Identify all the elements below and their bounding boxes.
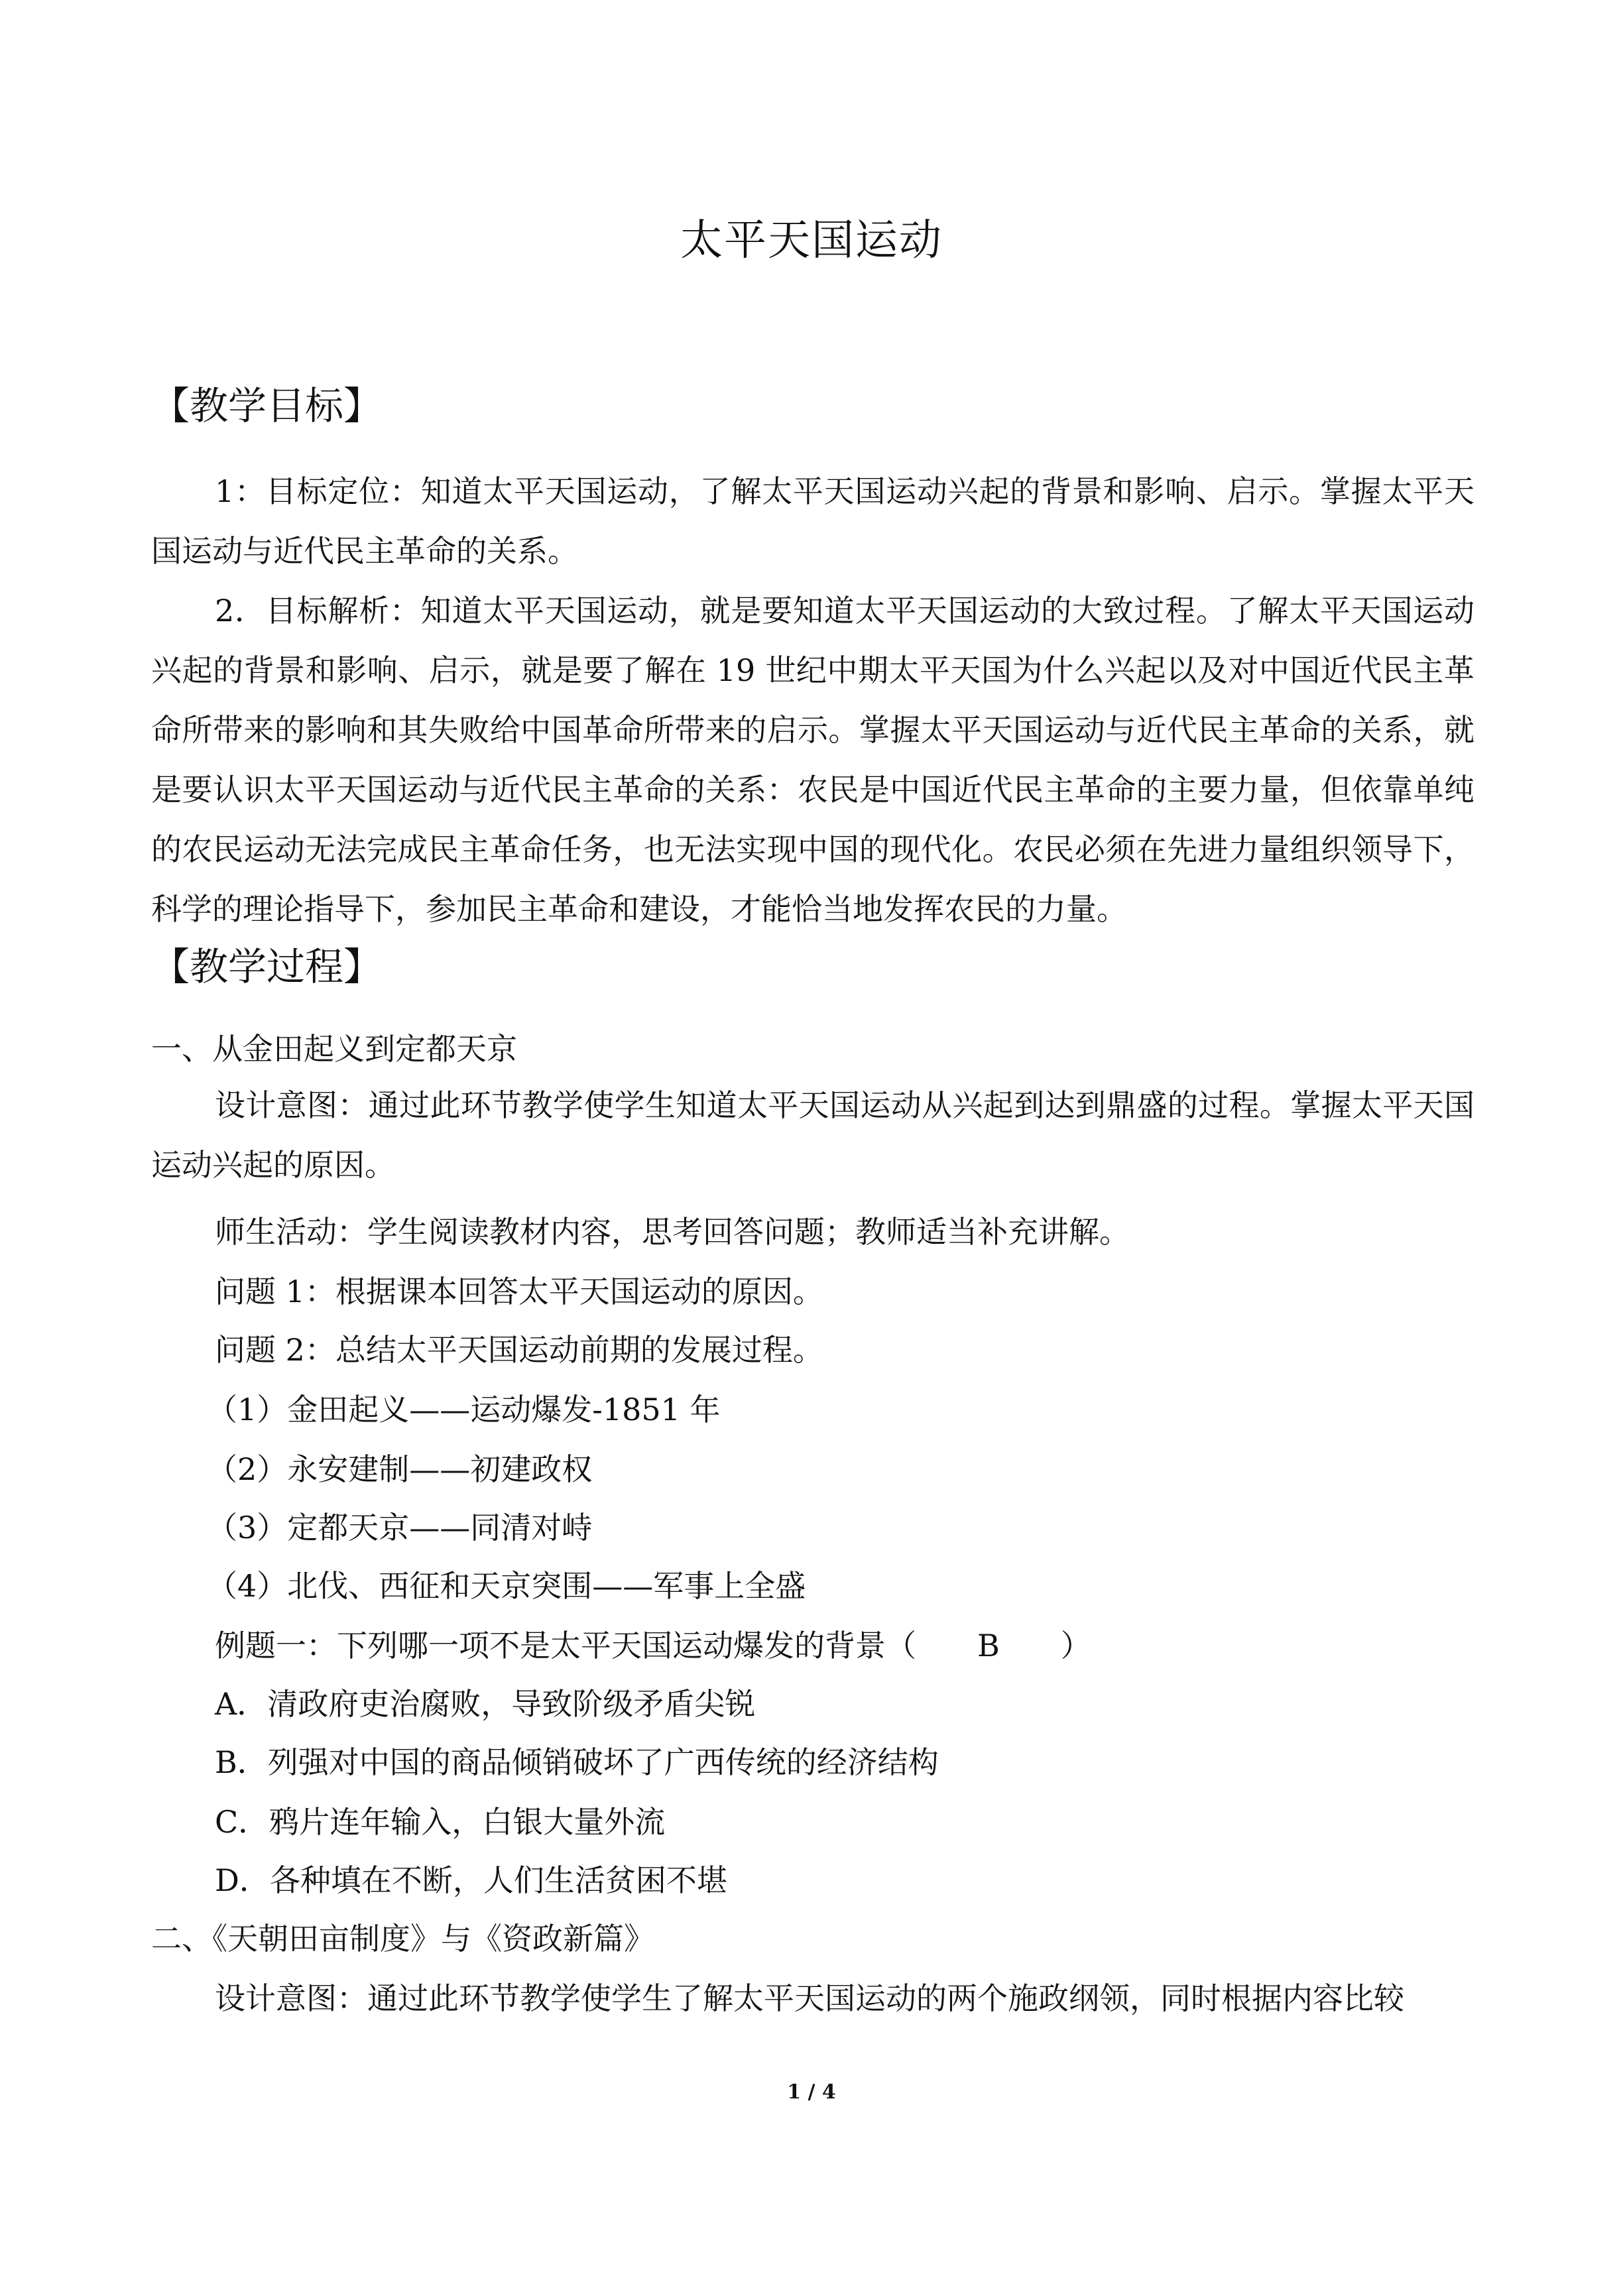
objective-paragraph-1: 1：目标定位：知道太平天国运动，了解太平天国运动兴起的背景和影响、启示。掌握太平天国运动与近代民主革命的关系。: [151, 473, 1474, 569]
document-title: 太平天国运动: [680, 216, 943, 265]
objective-paragraph-2: 2．目标解析：知道太平天国运动，就是要知道太平天国运动的大致过程。了解太平天国运动兴起的背景和影响、启示，就是要了解在 19 世纪中期太平天国为什么兴起以及对中国近代民主革命所带来的影响和其失败给中国革命所带来的启示。掌握太平天国运动与近代民主革命的关系，就是要认识太平天国运动与近代民主革命的关系：农民是中国近代民主革命的主要力量，但依靠单纯的农民运动无法完成民主革命任务，也无法实现中国的现代化。农民必须在先进力量组织领导下，科学的理论指导下，参加民主革命和建设，才能恰当地发挥农民的力量。: [151, 593, 1474, 927]
option-d: D．各种填在不断，人们生活贫困不堪: [215, 1862, 727, 1898]
part2-design-intent: 设计意图：通过此环节教学使学生了解太平天国运动的两个施政纲领，同时根据内容比较: [215, 1980, 1404, 2016]
stage-item: （3）定都天京——同清对峙: [207, 1510, 593, 1545]
process-heading: 【教学过程】: [151, 944, 383, 989]
question-2: 问题 2：总结太平天国运动前期的发展过程。: [215, 1332, 823, 1368]
option-b: B．列强对中国的商品倾销破坏了广西传统的经济结构: [215, 1744, 939, 1780]
part1-activity: 师生活动：学生阅读教材内容，思考回答问题；教师适当补充讲解。: [215, 1214, 1130, 1250]
stage-item: （1）金田起义——运动爆发-1851 年: [207, 1392, 721, 1427]
part1-heading: 一、从金田起义到定都天京: [151, 1031, 517, 1067]
stage-item: （4）北伐、西征和天京突围——军事上全盛: [207, 1568, 806, 1604]
objectives-heading: 【教学目标】: [151, 383, 383, 428]
option-a: A．清政府吏治腐败，导致阶级矛盾尖锐: [215, 1686, 756, 1722]
example-question: 例题一：下列哪一项不是太平天国运动爆发的背景（ B ）: [215, 1628, 1091, 1663]
stage-item: （2）永安建制——初建政权: [207, 1451, 593, 1487]
option-c: C．鸦片连年输入，白银大量外流: [215, 1804, 666, 1840]
question-1: 问题 1：根据课本回答太平天国运动的原因。: [215, 1274, 823, 1309]
part2-heading: 二、《天朝田亩制度》与《资政新篇》: [151, 1921, 654, 1957]
part1-design-intent: 设计意图：通过此环节教学使学生知道太平天国运动从兴起到达到鼎盛的过程。掌握太平天国运动兴起的原因。: [151, 1087, 1474, 1183]
page-number: 1 / 4: [787, 2081, 836, 2104]
